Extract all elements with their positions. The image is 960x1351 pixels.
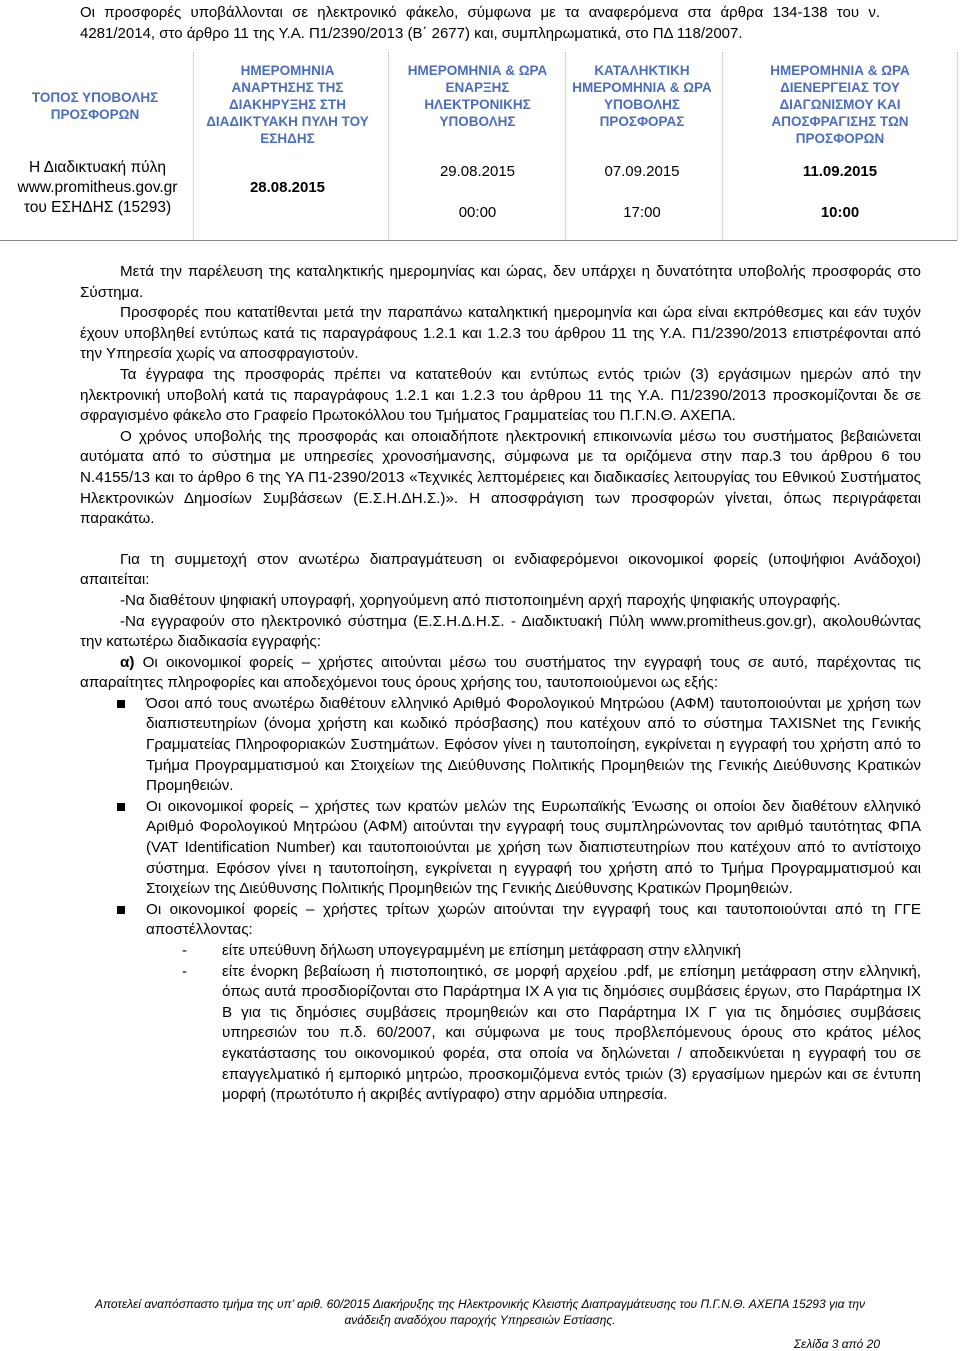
cell-start-date: 29.08.2015 xyxy=(439,163,516,180)
header-deadline: ΚΑΤΑΛΗΚΤΙΚΗ ΗΜΕΡΟΜΗΝΙΑ & ΩΡΑ ΥΠΟΒΟΛΗΣ ΠΡΟΣΦΟΡΑΣ xyxy=(572,63,712,129)
header-opening: ΗΜΕΡΟΜΗΝΙΑ & ΩΡΑ ΔΙΕΝΕΡΓΕΙΑΣ ΤΟΥ ΔΙΑΓΩΝΙΣΜΟΥ ΚΑΙ ΑΠΟΣΦΡΑΓΙΣΗΣ ΤΩΝ ΠΡΟΣΦΟΡΩΝ xyxy=(770,63,910,146)
cell-place: Η Διαδικτυακή πύλη www.promitheus.gov.gr του ΕΣΗΔΗΣ (15293) xyxy=(17,159,178,216)
page-number: Σελίδα 3 από 20 xyxy=(793,1337,880,1351)
dash-marker: - xyxy=(182,942,188,959)
list-item xyxy=(80,900,921,941)
cell-opening-date: 11.09.2015 xyxy=(802,163,878,180)
paragraph-a-text: Οι οικονομικοί φορείς – χρήστες αιτούνται μέσω του συστήματος την εγγραφή τους σε αυτό, παρέχοντας τις απαραίτητες πληροφορίες και αποδεχόμενοι τους όρους χρήσης του, ταυτοποιούμενοι ως εξής: xyxy=(80,653,921,692)
list-item xyxy=(80,941,921,962)
table-divider xyxy=(957,52,958,240)
list-item xyxy=(80,962,921,1106)
header-posting-date: ΗΜΕΡΟΜΗΝΙΑ ΑΝΑΡΤΗΣΗΣ ΤΗΣ ΔΙΑΚΗΡΥΞΗΣ ΣΤΗ ΔΙΑΔΙΚΤΥΑΚΗ ΠΥΛΗ ΤΟΥ ΕΣΗΔΗΣ xyxy=(206,63,369,146)
paragraph-physical-documents: Τα έγγραφα της προσφοράς πρέπει να κατατεθούν και εντύπως εντός τριών (3) εργάσιμων ημερών από την ηλεκτρονική υποβολή κατά τις παραγράφους 1.2.1 και 1.2.3 του άρθρου 11 της Υ.Α. Π1/2390/2013 προσκομίζονται δε σε σφραγισμένο φάκελο στο Γραφείο Πρωτοκόλλου του Τμήματος Γραμματείας του Π.Γ.Ν.Θ. ΑΧΕΠΑ. xyxy=(80,365,921,425)
cell-start-time: 00:00 xyxy=(458,204,497,221)
bullet-greek-vat: Όσοι από τους ανωτέρω διαθέτουν ελληνικό Αριθμό Φορολογικού Μητρώου (ΑΦΜ) ταυτοποιούνται με χρήση των διαπιστευτηρίων (όνομα χρήστη και κωδικό πρόσβασης) που κατέχουν από το σύστημα TAXISNet της Γενικής Γραμματείας Πληροφοριακών Συστημάτων. Εφόσον γίνει η ταυτοποίηση, εγκρίνεται η εγγραφή του χρήστη από το Τμήμα Προγραμματισμού και Στοιχείων της Διεύθυνσης Πολιτικής Προμηθειών της Γενικής Διεύθυνσης Κρατικών Προμηθειών. xyxy=(146,694,921,795)
header-place: ΤΟΠΟΣ ΥΠΟΒΟΛΗΣ ΠΡΟΣΦΟΡΩΝ xyxy=(31,90,159,122)
table-divider xyxy=(565,52,566,240)
paragraph-participation: Για τη συμμετοχή στον ανωτέρω διαπραγμάτευση οι ενδιαφερόμενοι οικονομικοί φορείς (υποψήφιοι Ανάδοχοι) απαιτείται: xyxy=(80,550,921,589)
body-text xyxy=(80,262,921,1106)
requirement-signature: -Να διαθέτουν ψηφιακή υπογραφή, χορηγούμενη από πιστοποιημένη αρχή παροχής ψηφιακής υπογραφής. xyxy=(120,591,841,609)
cell-opening-time: 10:00 xyxy=(820,204,860,221)
schedule-table xyxy=(0,52,957,241)
table-divider xyxy=(388,52,389,240)
paragraph-late-offers: Προσφορές που κατατίθενται μετά την παραπάνω καταληκτική ημερομηνία και ώρα είναι εκπρόθεσμες και εάν τυχόν έχουν υποβληθεί εντύπως κατά τις παραγράφους 1.2.1 και 1.2.3 του άρθρου 11 της Υ.Α. Π1/2390/2013 επιστρέφονται από την Υπηρεσία χωρίς να αποσφραγιστούν. xyxy=(80,304,921,363)
bullet-third-countries: Οι οικονομικοί φορείς – χρήστες τρίτων χωρών αιτούνται την εγγραφή τους και ταυτοποιούνται από τη ΓΓΕ αποστέλλοντας: xyxy=(146,900,921,939)
cell-posting-date: 28.08.2015 xyxy=(249,179,326,196)
dash-marker: - xyxy=(182,962,188,980)
paragraph-deadline-note: Μετά την παρέλευση της καταληκτικής ημερομηνίας και ώρας, δεν υπάρχει η δυνατότητα υποβολής προσφοράς στο Σύστημα. xyxy=(80,263,921,301)
table-divider xyxy=(722,52,723,240)
cell-deadline-time: 17:00 xyxy=(623,204,661,221)
square-bullet-icon xyxy=(117,906,125,914)
page-footer: Αποτελεί αναπόσπαστο τμήμα της υπ’ αριθ. 60/2015 Διακήρυξης της Ηλεκτρονικής Κλειστής Διαπραγμάτευσης του Π.Γ.Ν.Θ. ΑΧΕΠΑ 15293 για την ανάδειξη αναδόχου παροχής Υπηρεσιών Εστίασης. xyxy=(95,1297,865,1327)
dash-item-certificate: είτε ένορκη βεβαίωση ή πιστοποιητικό, σε μορφή αρχείου .pdf, με επίσημη μετάφραση στην ελληνική, όπως αυτά προσδιορίζονται στο Παράρτημα IX A για τις δημόσιες συμβάσεις έργων, στο Παράρτημα IX B για τις δημόσιες συμβάσεις προμηθειών και στο Παράρτημα IX Γ για τις δημόσιες συμβάσεις υπηρεσιών του π.δ. 60/2007, και σύμφωνα με τους προβλεπόμενους όρους στο κράτος μέλος εγκατάστασης του οικονομικού φορέα, στα οποία να δηλώνεται / αποδεικνύεται η εγγραφή του σε επαγγελματικό ή εμπορικό μητρώο, προσκομιζόμενα εντός τριών (3) εργασίμων ημερών και σε έντυπη μορφή (πρωτότυπο ή ακριβές αντίγραφο) στην αρμόδια υπηρεσία. xyxy=(222,962,921,1104)
bullet-eu-members: Οι οικονομικοί φορείς – χρήστες των κρατών μελών της Ευρωπαϊκής Ένωσης οι οποίοι δεν διαθέτουν ελληνικό Αριθμό Φορολογικού Μητρώου (ΑΦΜ) αιτούνται την εγγραφή τους συμπληρώνοντας τον αριθμό ταυτότητας ΦΠΑ (VAT Identification Number) και ταυτοποιούνται με χρήση των διαπιστευτηρίων που κατέχουν από το αντίστοιχο σύστημα. Εφόσον γίνει η ταυτοποίηση, εγκρίνεται η εγγραφή του χρήστη από το Τμήμα Προγραμματισμού και Στοιχείων της Διεύθυνσης Πολιτικής Προμηθειών της Γενικής Διεύθυνσης Κρατικών Προμηθειών. xyxy=(146,797,921,898)
list-item xyxy=(80,694,921,797)
requirement-registration: -Να εγγραφούν στο ηλεκτρονικό σύστημα (Ε.Σ.Η.Δ.Η.Σ. - Διαδικτυακή Πύλη www.promitheus.gov.gr), ακολουθώντας την κατωτέρω διαδικασία εγγραφής: xyxy=(80,612,921,651)
paragraph-timestamping: Ο χρόνος υποβολής της προσφοράς και οποιαδήποτε ηλεκτρονική επικοινωνία μέσω του συστήματος βεβαιώνεται αυτόματα από το σύστημα με υπηρεσίες χρονοσήμανσης, σύμφωνα με τα οριζόμενα στην παρ.3 του άρθρου 6 του Ν.4155/13 και το άρθρο 6 της ΥΑ Π1-2390/2013 «Τεχνικές λεπτομέρειες και διαδικασίες λειτουργίας του Εθνικού Συστήματος Ηλεκτρονικών Δημοσίων Συμβάσεων (Ε.Σ.Η.ΔΗ.Σ.)». Η αποσφράγιση των προσφορών γίνεται, όπως περιγράφεται παρακάτω. xyxy=(80,427,921,528)
paragraph-a xyxy=(80,653,921,694)
dash-item-declaration: είτε υπεύθυνη δήλωση υπογεγραμμένη με επίσημη μετάφραση στην ελληνική xyxy=(222,942,742,959)
square-bullet-icon xyxy=(117,700,125,708)
square-bullet-icon xyxy=(117,803,125,811)
paragraph-a-label: α) xyxy=(120,653,135,671)
cell-deadline-date: 07.09.2015 xyxy=(604,163,680,180)
table-divider xyxy=(193,52,194,240)
list-item xyxy=(80,797,921,900)
header-start-date: ΗΜΕΡΟΜΗΝΙΑ & ΩΡΑ ΕΝΑΡΞΗΣ ΗΛΕΚΤΡΟΝΙΚΗΣ ΥΠΟΒΟΛΗΣ xyxy=(407,63,548,129)
intro-paragraph: Οι προσφορές υποβάλλονται σε ηλεκτρονικό φάκελο, σύμφωνα με τα αναφερόμενα στα άρθρα 134-138 του ν. 4281/2014, στο άρθρο 11 της Υ.Α. Π1/2390/2013 (Β΄ 2677) και, συμπληρωματικά, στο ΠΔ 118/2007. xyxy=(80,4,880,42)
